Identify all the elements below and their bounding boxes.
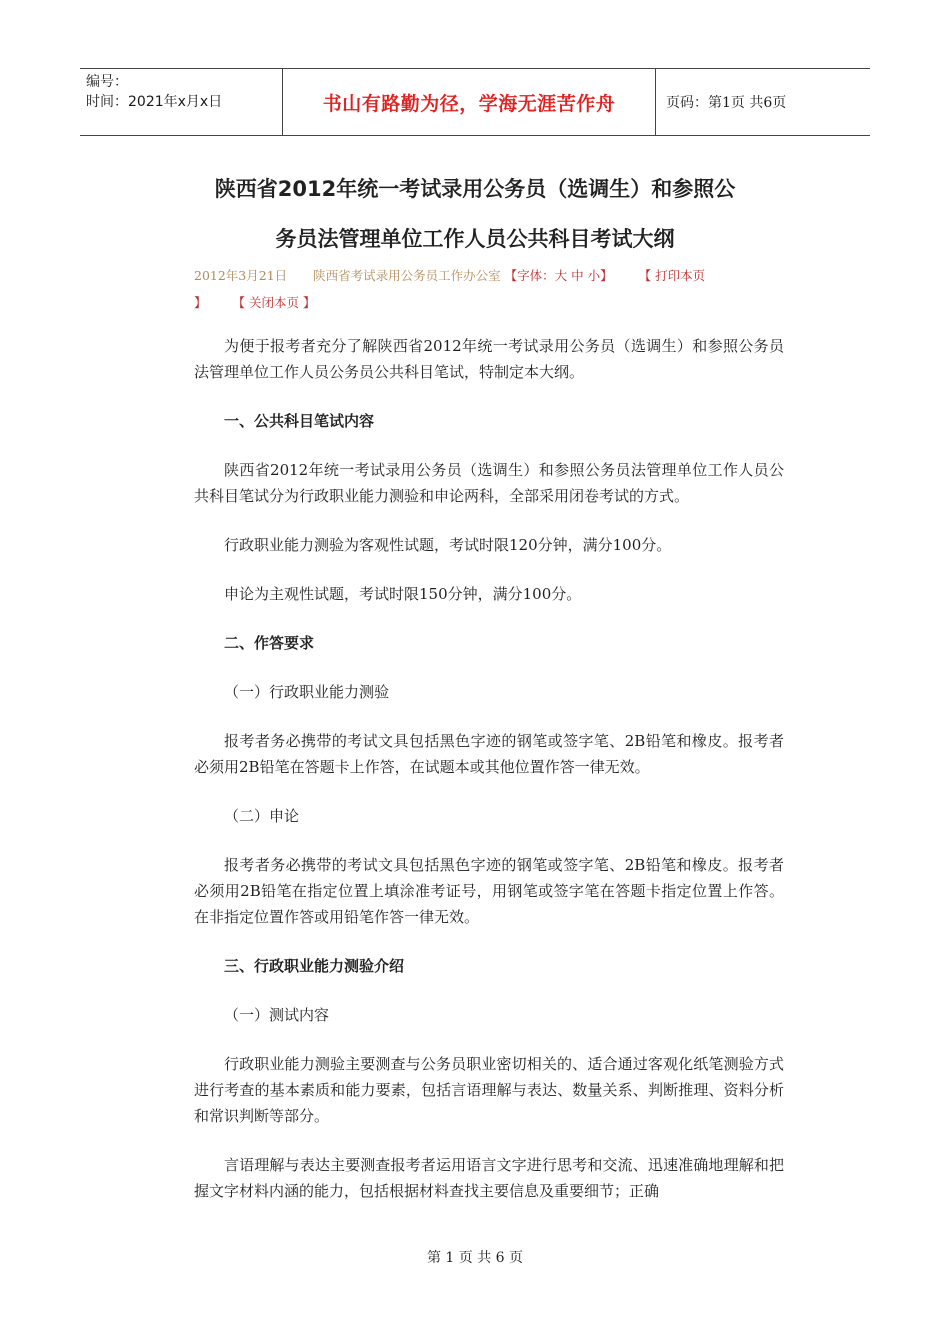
section-heading-2: 二、作答要求 bbox=[224, 634, 315, 652]
header-info-cell bbox=[80, 69, 282, 135]
header-motto-cell bbox=[282, 69, 656, 135]
page-footer: 第 1 页 共 6 页 bbox=[426, 1250, 524, 1266]
body-paragraph: 行政职业能力测验主要测查与公务员职业密切相关的、适合通过客观化纸笔测验方式进行考查的基本素质和能力要素，包括言语理解与表达、数量关系、判断推理、资料分析和常识判断等部分。 bbox=[194, 1055, 784, 1125]
body-paragraph: 报考者务必携带的考试文具包括黑色字迹的钢笔或签字笔、2B铅笔和橡皮。报考者必须用2B铅笔在指定位置上填涂准考证号，用钢笔或签字笔在答题卡指定位置上作答。在非指定位置作答或用铅笔作答一律无效。 bbox=[194, 856, 784, 926]
body-paragraph: 行政职业能力测验为客观性试题，考试时限120分钟，满分100分。 bbox=[224, 536, 672, 554]
time-label: 时间：2021年x月x日 bbox=[86, 94, 223, 110]
intro-paragraph: 为便于报考者充分了解陕西省2012年统一考试录用公务员（选调生）和参照公务员法管理单位工作人员公务员公共科目笔试，特制定本大纲。 bbox=[194, 337, 784, 381]
article-meta bbox=[194, 262, 784, 316]
number-label: 编号： bbox=[86, 74, 128, 90]
document-title-line-1: 陕西省2012年统一考试录用公务员（选调生）和参照公 bbox=[214, 177, 736, 201]
document-title-line-2: 务员法管理单位工作人员公共科目考试大纲 bbox=[275, 227, 675, 251]
close-page-link[interactable]: 【 关闭本页 】 bbox=[232, 295, 316, 310]
body-paragraph: 报考者务必携带的考试文具包括黑色字迹的钢笔或签字笔、2B铅笔和橡皮。报考者必须用2B铅笔在答题卡上作答，在试题本或其他位置作答一律无效。 bbox=[194, 732, 784, 776]
subsection-heading: （一）行政职业能力测验 bbox=[224, 683, 390, 701]
body-paragraph: 申论为主观性试题，考试时限150分钟，满分100分。 bbox=[224, 585, 582, 603]
subsection-heading: （二）申论 bbox=[224, 807, 300, 825]
body-paragraph: 言语理解与表达主要测查报考者运用语言文字进行思考和交流、迅速准确地理解和把握文字材料内涵的能力，包括根据材料查找主要信息及重要细节；正确 bbox=[194, 1156, 784, 1200]
publisher: 陕西省考试录用公务员工作办公室 bbox=[313, 268, 501, 283]
print-page-link[interactable]: 【 打印本页 bbox=[638, 268, 706, 283]
publish-date: 2012年3月21日 bbox=[194, 268, 288, 283]
article-body bbox=[194, 333, 784, 1227]
header-table bbox=[80, 68, 870, 136]
subsection-heading: （一）测试内容 bbox=[224, 1006, 330, 1024]
body-paragraph: 陕西省2012年统一考试录用公务员（选调生）和参照公务员法管理单位工作人员公共科目笔试分为行政职业能力测验和申论两科，全部采用闭卷考试的方式。 bbox=[194, 461, 784, 505]
header-page-cell bbox=[656, 69, 870, 135]
font-size-selector[interactable]: 【字体：大 中 小】 bbox=[504, 268, 613, 283]
section-heading-1: 一、公共科目笔试内容 bbox=[224, 412, 375, 430]
section-heading-3: 三、行政职业能力测验介绍 bbox=[224, 957, 405, 975]
print-page-link-close[interactable]: 】 bbox=[194, 295, 207, 310]
motto-text: 书山有路勤为径，学海无涯苦作舟 bbox=[322, 92, 616, 115]
page-code: 页码：第1页 共6页 bbox=[666, 95, 787, 111]
